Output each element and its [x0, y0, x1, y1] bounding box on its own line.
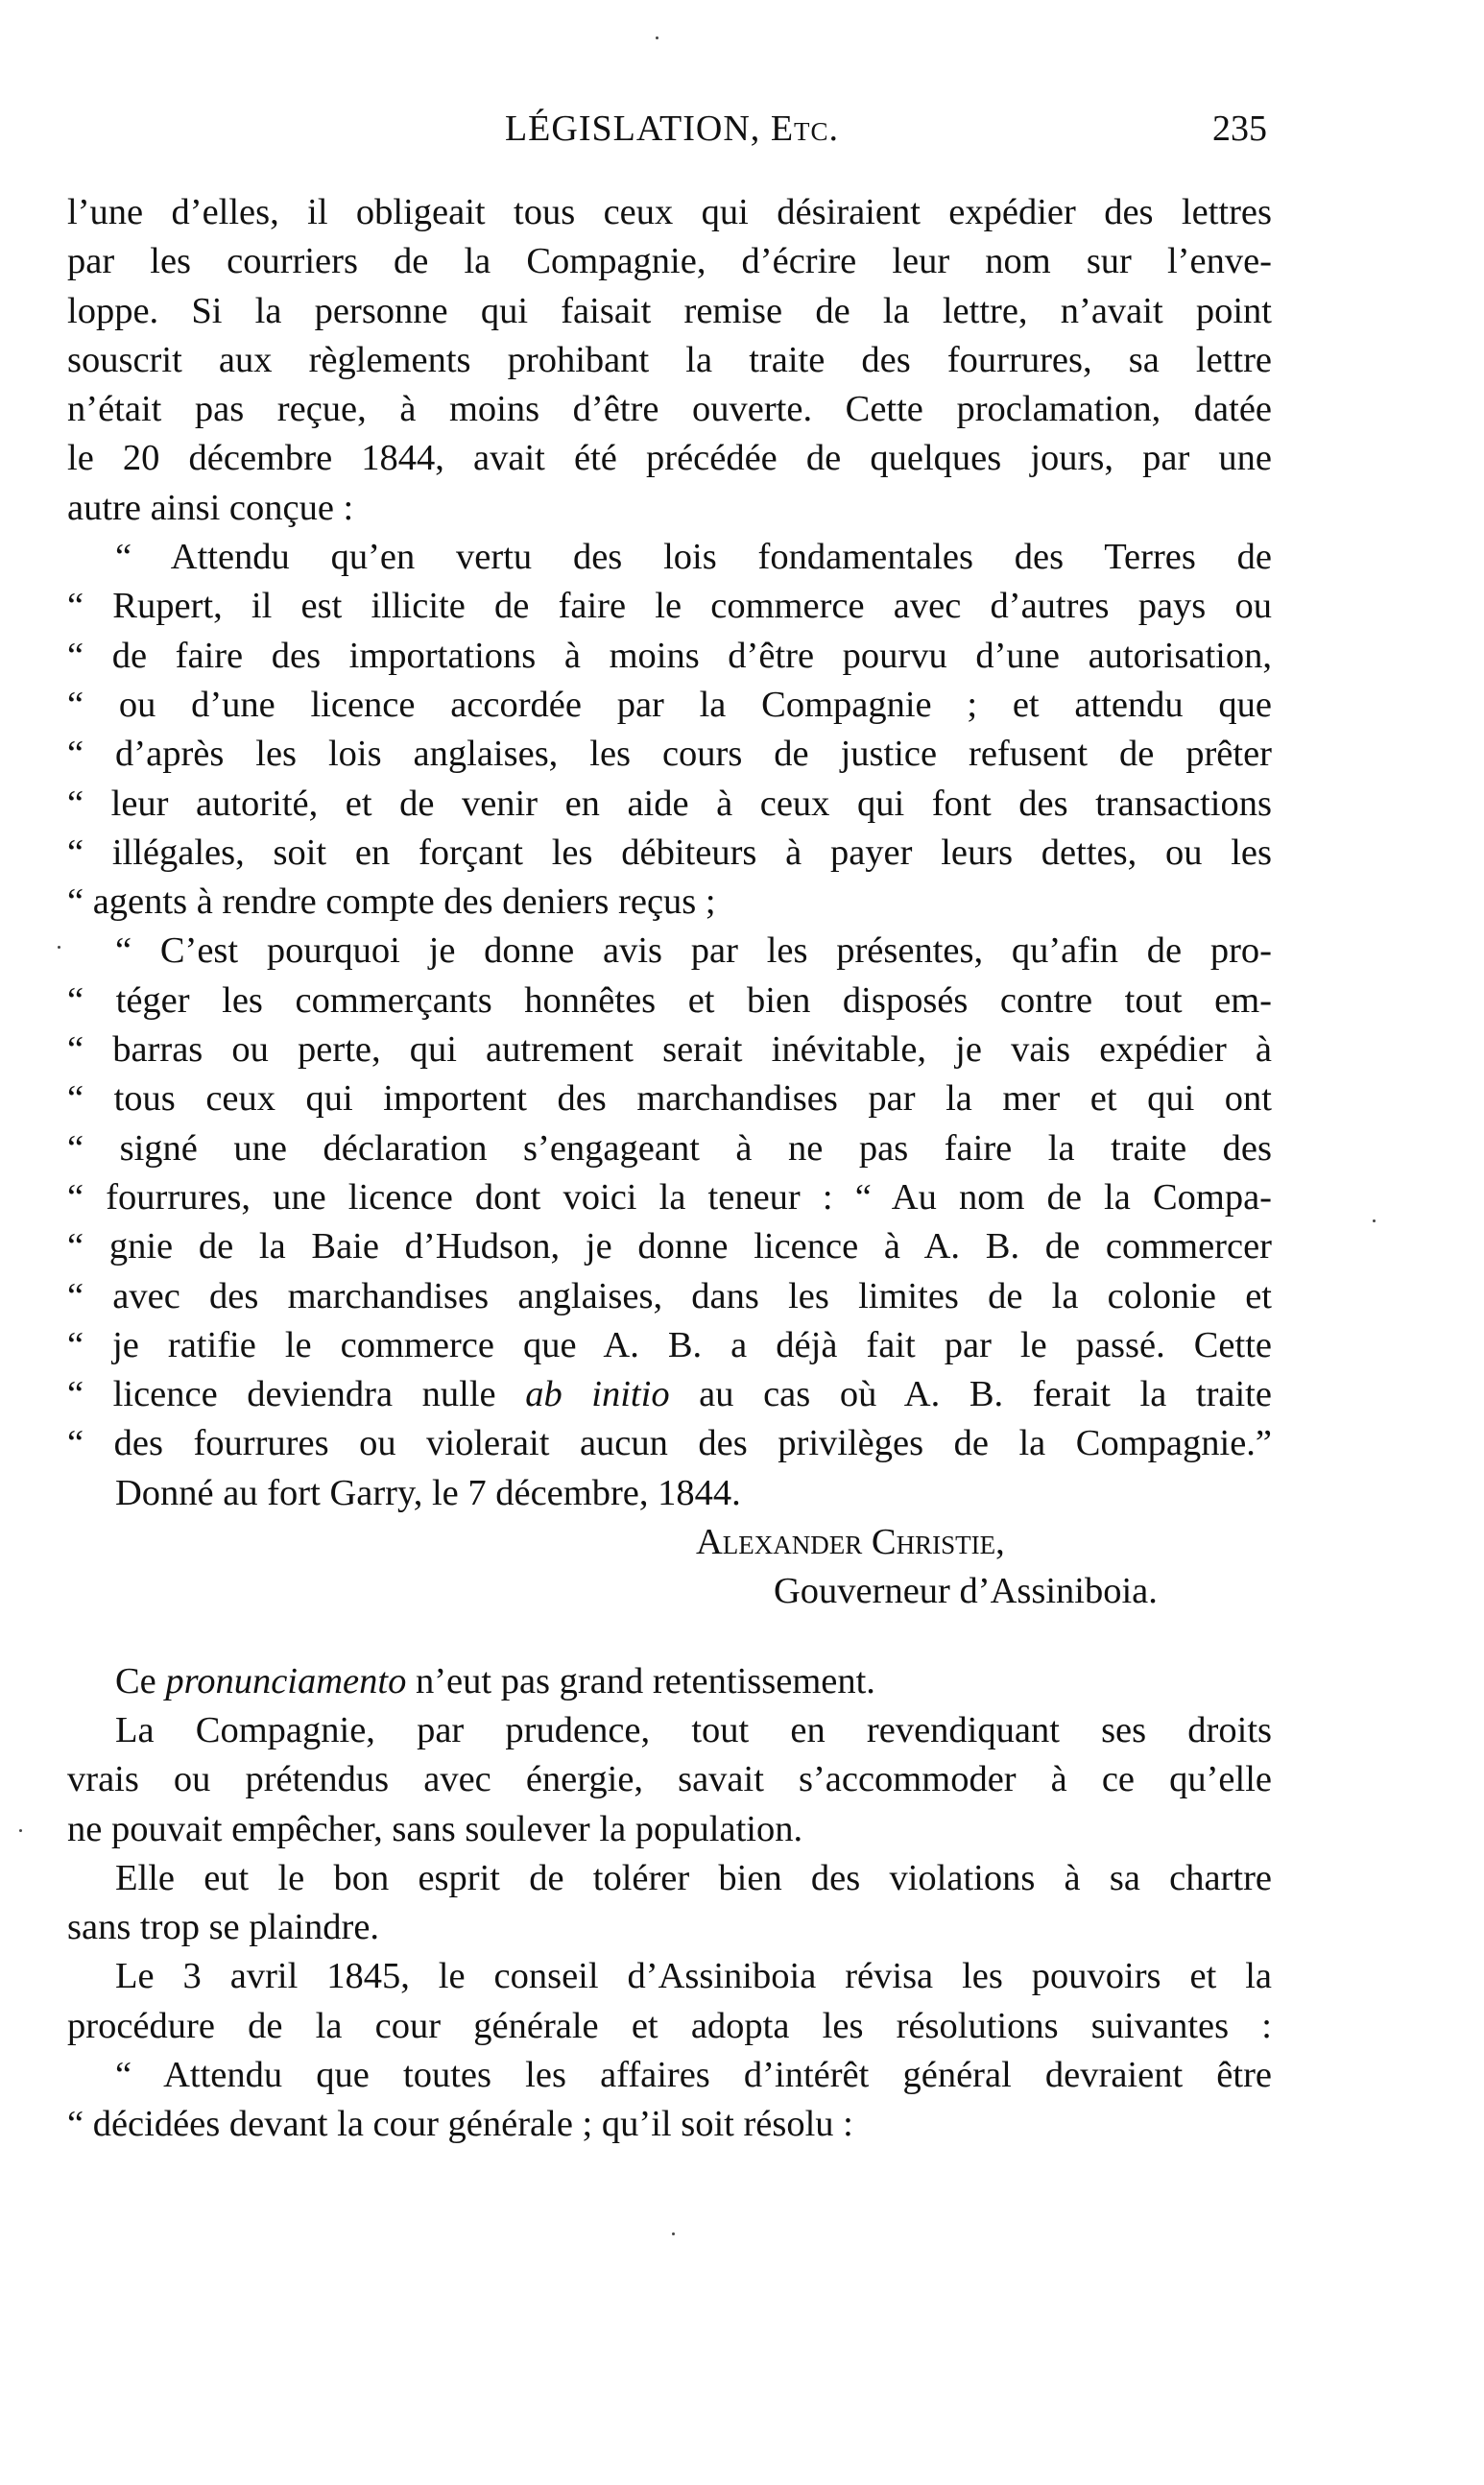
paper-speck [672, 2232, 675, 2235]
text-line: “ agents à rendre compte des deniers reçus ; [67, 881, 716, 923]
paper-speck [656, 36, 658, 39]
text-line: “ Attendu que toutes les affaires d’intérêt général devraient être [115, 2054, 1272, 2095]
text-line: sans trop se plaindre. [67, 1907, 380, 1948]
text-line: “ d’après les lois anglaises, les cours de justice refusent de prêter [67, 734, 1272, 775]
text-line: Elle eut le bon esprit de tolérer bien des violations à sa chartre [115, 1857, 1272, 1898]
text-line: “ décidées devant la cour générale ; qu’il soit résolu : [67, 2104, 853, 2145]
text-line: “ Rupert, il est illicite de faire le commerce avec d’autres pays ou [67, 586, 1272, 627]
text-line: procédure de la cour générale et adopta les résolutions suivantes : [67, 2005, 1272, 2046]
header-etc: Etc. [770, 109, 840, 149]
text-line: “ Attendu qu’en vertu des lois fondamentales des Terres de [115, 537, 1272, 578]
text-line: “ je ratifie le commerce que A. B. a déjà fait par le passé. Cette [67, 1324, 1272, 1365]
text-line: vrais ou prétendus avec énergie, savait s’accommoder à ce qu’elle [67, 1759, 1272, 1800]
text-line: “ téger les commerçants honnêtes et bien disposés contre tout em- [67, 979, 1272, 1021]
page-number: 235 [1212, 109, 1267, 149]
body-text [67, 188, 1272, 2150]
text-line: loppe. Si la personne qui faisait remise de la lettre, n’avait point [67, 290, 1272, 331]
text-line: Ce pronunciamento n’eut pas grand retentissement. [115, 1660, 875, 1701]
text-line: Le 3 avril 1845, le conseil d’Assiniboia révisa les pouvoirs et la [115, 1956, 1272, 1997]
text-line: La Compagnie, par prudence, tout en revendiquant ses droits [115, 1709, 1272, 1750]
running-header: LÉGISLATION, Etc. [504, 109, 840, 149]
text-line: “ tous ceux qui importent des marchandises par la mer et qui ont [67, 1078, 1272, 1120]
text-line: “ barras ou perte, qui autrement serait inévitable, je vais expédier à [67, 1029, 1272, 1071]
text-line: par les courriers de la Compagnie, d’écrire leur nom sur l’enve- [67, 241, 1272, 282]
text-line: “ des fourrures ou violerait aucun des privilèges de la Compagnie.” [67, 1423, 1272, 1464]
text-line: “ leur autorité, et de venir en aide à ceux qui font des transactions [67, 783, 1272, 824]
text-line: souscrit aux règlements prohibant la traite des fourrures, sa lettre [67, 339, 1272, 380]
text-line: Donné au fort Garry, le 7 décembre, 1844. [115, 1472, 741, 1513]
text-line: ne pouvait empêcher, sans soulever la population. [67, 1808, 803, 1849]
text-line: “ C’est pourquoi je donne avis par les présentes, qu’afin de pro- [115, 930, 1272, 972]
text-line: autre ainsi conçue : [67, 487, 354, 528]
text-line: “ licence deviendra nulle ab initio au cas où A. B. ferait la traite [67, 1374, 1272, 1415]
paragraph-gap [67, 1617, 1272, 1657]
text-line: n’était pas reçue, à moins d’être ouverte. Cette proclamation, datée [67, 389, 1272, 430]
italic-term: pronunciamento [165, 1660, 407, 1701]
paper-speck [19, 1829, 22, 1832]
signature-line: Alexander Christie, [696, 1522, 1005, 1563]
text-line: “ signé une déclaration s’engageant à ne pas faire la traite des [67, 1127, 1272, 1169]
text-line: “ gnie de la Baie d’Hudson, je donne licence à A. B. de commercer [67, 1226, 1272, 1267]
italic-term: ab initio [525, 1374, 670, 1415]
text-line: “ de faire des importations à moins d’être pourvu d’une autorisation, [67, 635, 1272, 676]
signature-line: Gouverneur d’Assiniboia. [774, 1571, 1158, 1612]
paper-speck [58, 946, 60, 949]
paper-speck [1373, 1219, 1376, 1222]
text-line: “ fourrures, une licence dont voici la teneur : “ Au nom de la Compa- [67, 1176, 1272, 1218]
text-line: “ ou d’une licence accordée par la Compagnie ; et attendu que [67, 684, 1272, 725]
text-line: “ illégales, soit en forçant les débiteurs à payer leurs dettes, ou les [67, 832, 1272, 873]
text-line: l’une d’elles, il obligeait tous ceux qui désiraient expédier des lettres [67, 192, 1272, 232]
text-line: le 20 décembre 1844, avait été précédée de quelques jours, par une [67, 438, 1272, 479]
text-line: “ avec des marchandises anglaises, dans les limites de la colonie et [67, 1275, 1272, 1316]
